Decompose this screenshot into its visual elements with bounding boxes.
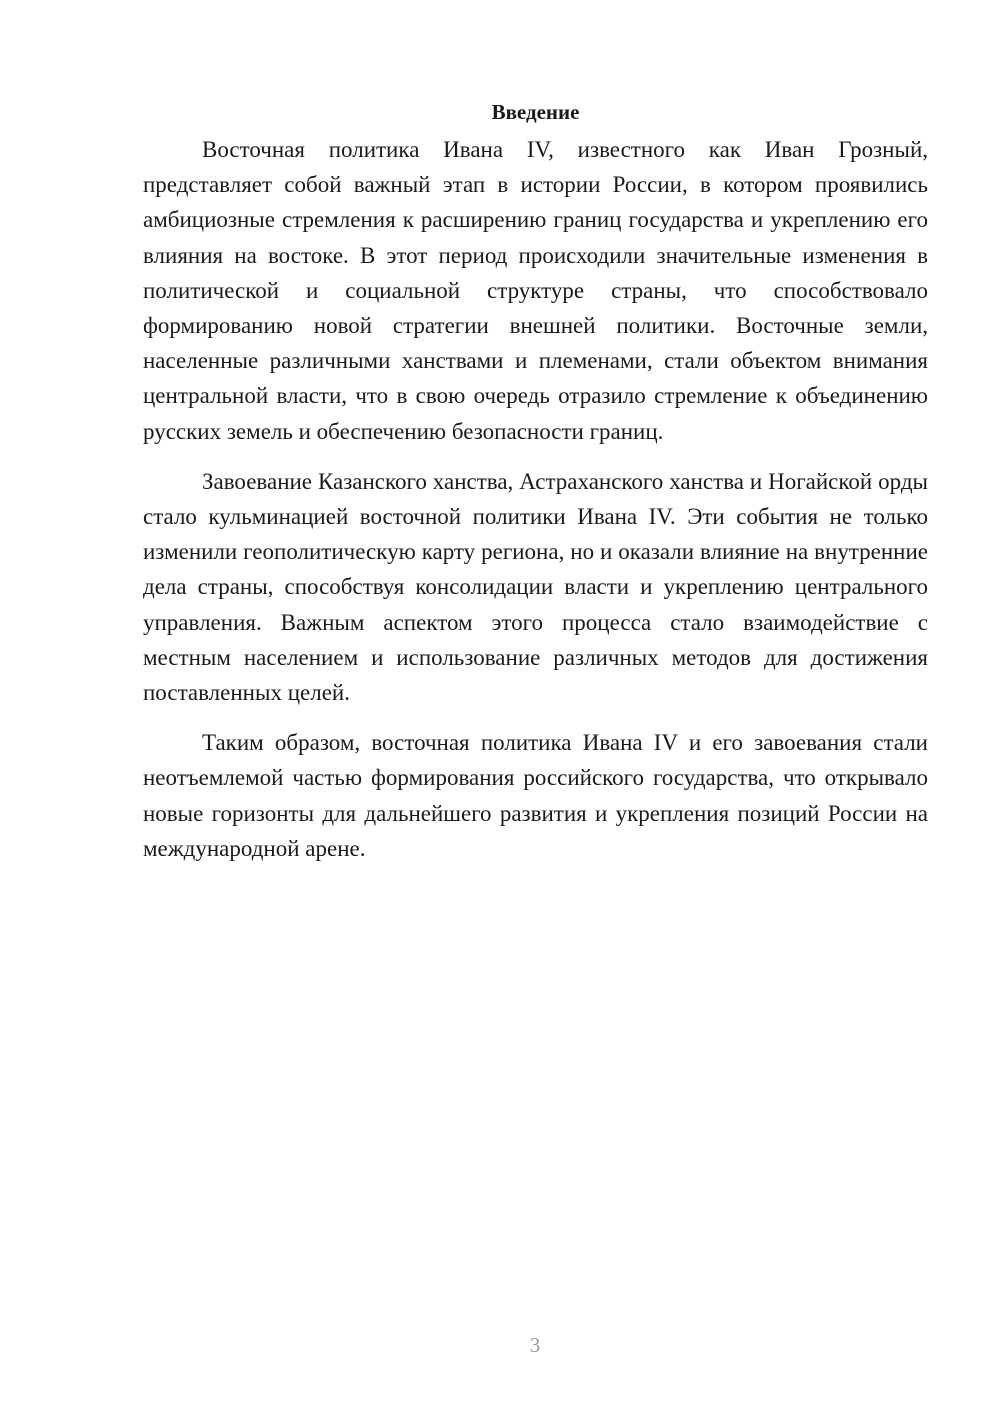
- paragraph-2: Завоевание Казанского ханства, Астраханского ханства и Ногайской орды стало кульминацией восточной политики Ивана IV. Эти события не только изменили геополитическую карту региона, но и оказали влияние на внутренние дела страны, способствуя консолидации власти и укреплению центрального управления. Важным аспектом этого процесса стало взаимодействие с местным населением и использование различных методов для достижения поставленных целей.: [143, 468, 928, 706]
- section-title: Введение: [491, 100, 580, 124]
- paragraph-3: Таким образом, восточная политика Ивана IV и его завоевания стали неотъемлемой частью формирования российского государства, что открывало новые горизонты для дальнейшего развития и укрепления позиций России на международной арене.: [143, 730, 928, 861]
- page-number: 3: [529, 1333, 541, 1357]
- page-content: [143, 96, 928, 881]
- paragraph-1: Восточная политика Ивана IV, известного как Иван Грозный, представляет собой важный этап в истории России, в котором проявились амбициозные стремления к расширению границ государства и укреплению его влияния на востоке. В этот период происходили значительные изменения в политической и социальной структуре страны, что способствовало формированию новой стратегии внешней политики. Восточные земли, населенные различными ханствами и племенами, стали объектом внимания центральной власти, что в свою очередь отразило стремление к объединению русских земель и обеспечению безопасности границ.: [143, 137, 928, 444]
